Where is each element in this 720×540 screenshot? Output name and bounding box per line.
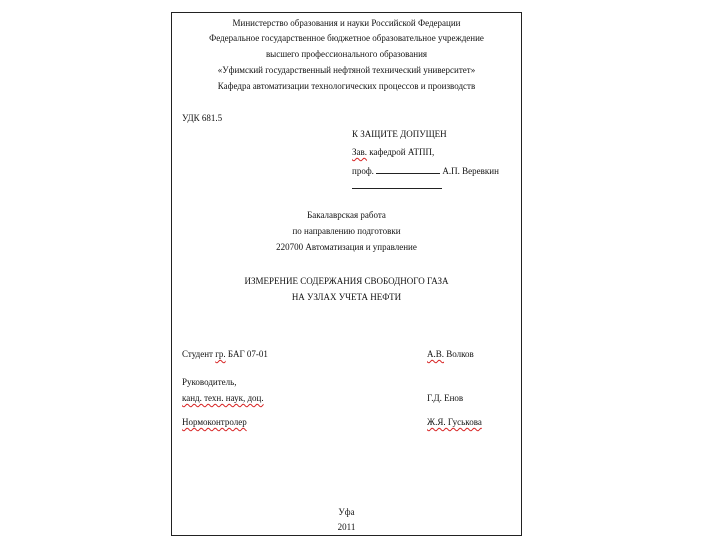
department-line: Кафедра автоматизации технологических процессов и производств — [217, 81, 476, 91]
city: Уфа — [338, 507, 355, 517]
professor-prefix: проф. — [352, 166, 374, 176]
student-surname: Волков — [446, 349, 474, 359]
student-line — [182, 349, 268, 360]
udk-code: УДК 681.5 — [182, 113, 223, 123]
education-level-line: высшего профессионального образования — [265, 49, 428, 59]
student-gr: гр. — [215, 349, 226, 359]
signature-blank — [376, 165, 440, 174]
work-direction: 220700 Автоматизация и управление — [276, 242, 417, 252]
work-subject: по направлению подготовки — [292, 226, 401, 236]
supervisor-name: Г.Д. Енов — [427, 393, 464, 403]
student-name — [427, 349, 474, 360]
university-name-line: «Уфимский государственный нефтяной технический университет» — [217, 65, 476, 75]
work-title-line2: НА УЗЛАХ УЧЕТА НЕФТИ — [291, 292, 402, 302]
head-rest: кафедрой АТПП, — [367, 147, 435, 157]
year: 2011 — [337, 522, 356, 532]
work-title-line1: ИЗМЕРЕНИЕ СОДЕРЖАНИЯ СВОБОДНОГО ГАЗА — [244, 276, 449, 286]
supervisor-role: канд. техн. наук, доц. — [182, 393, 264, 403]
student-initials: А.В. — [427, 349, 445, 359]
student-prefix: Студент — [182, 349, 213, 359]
department-head-line — [352, 147, 434, 158]
head-abbrev: Зав. — [352, 147, 368, 157]
approval-title: К ЗАЩИТЕ ДОПУЩЕН — [352, 129, 447, 139]
professor-name: А.П. Веревкин — [442, 166, 499, 176]
normcontrol-label: Нормоконтролер — [182, 417, 247, 427]
institution-type-line: Федеральное государственное бюджетное образовательное учреждение — [209, 33, 484, 43]
professor-line — [352, 165, 499, 177]
date-blank-line — [352, 188, 442, 189]
student-group: БАГ 07-01 — [227, 349, 268, 359]
document-page — [171, 12, 522, 536]
work-type: Бакалаврская работа — [307, 210, 386, 220]
ministry-line: Министерство образования и науки Российской Федерации — [232, 18, 461, 28]
supervisor-label: Руководитель, — [182, 377, 237, 387]
normcontrol-name: Ж.Я. Гуськова — [427, 417, 482, 427]
